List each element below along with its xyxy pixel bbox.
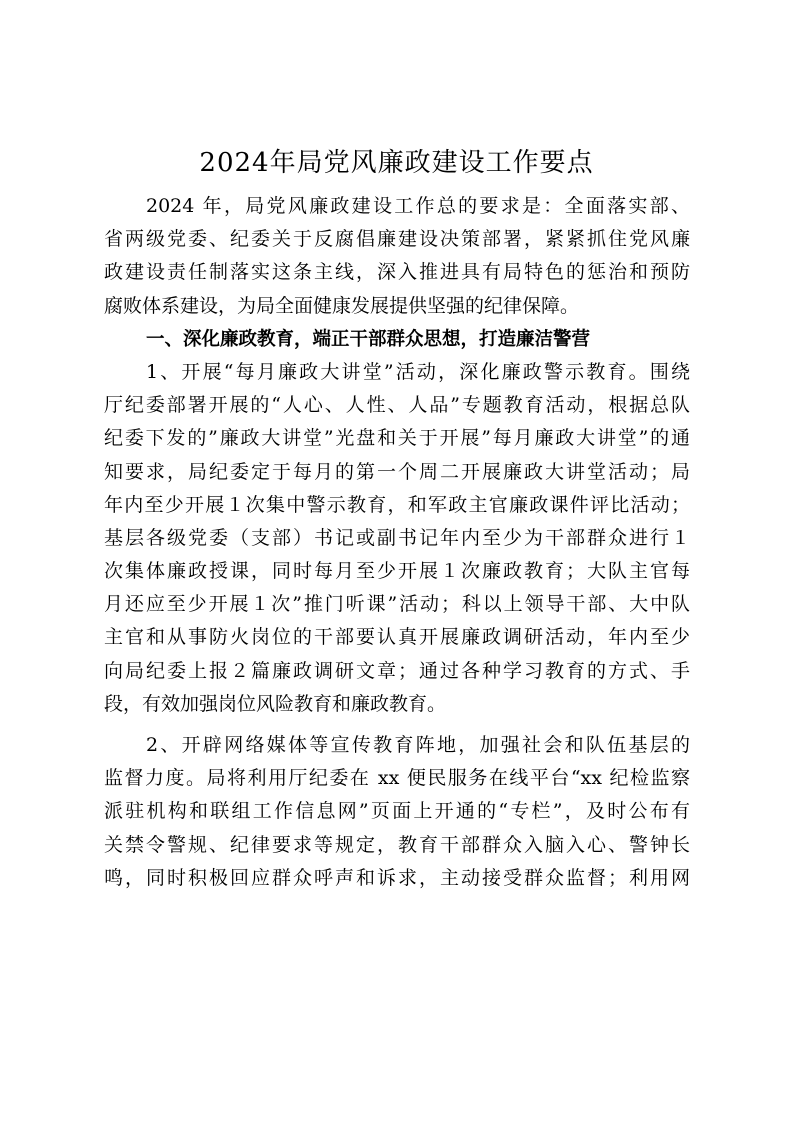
- item2-line: 监督力度。局将利用厅纪委在 xx 便民服务在线平台“xx 纪检监察: [104, 767, 690, 790]
- item2-line: 鸣，同时积极回应群众呼声和诉求，主动接受群众监督；利用网: [104, 866, 690, 889]
- item1-line: 年内至少开展１次集中警示教育，和军政主官廉政课件评比活动；: [104, 493, 690, 516]
- item1-line: 知要求，局纪委定于每月的第一个周二开展廉政大讲堂活动；局: [104, 460, 690, 483]
- section-heading-text: 一、深化廉政教育，端正干部群众思想，打造廉洁警营: [146, 328, 591, 350]
- intro-line: 省两级党委、纪委关于反腐倡廉建设决策部署，紧紧抓住党风廉: [104, 228, 690, 251]
- section-1-heading: [104, 323, 690, 356]
- intro-line: 腐败体系建设，为局全面健康发展提供坚强的纪律保障。: [104, 294, 580, 317]
- document-title: 2024年局党风廉政建设工作要点: [199, 148, 594, 178]
- intro-paragraph: [104, 190, 690, 323]
- item1-line: 月还应至少开展１次”推门听课”活动；科以上领导干部、大中队: [104, 593, 690, 616]
- item2-line: 关禁令警规、纪律要求等规定，教育干部群众入脑入心、警钟长: [104, 833, 690, 856]
- item-1-paragraph: [104, 356, 690, 721]
- item1-line: 纪委下发的”廉政大讲堂”光盘和关于开展”每月廉政大讲堂”的通: [104, 427, 690, 450]
- item1-line: 向局纪委上报２篇廉政调研文章；通过各种学习教育的方式、手: [104, 659, 690, 682]
- item2-line: 2、开辟网络媒体等宣传教育阵地，加强社会和队伍基层的: [146, 734, 690, 756]
- item1-line: 主官和从事防火岗位的干部要认真开展廉政调研活动，年内至少: [104, 626, 690, 649]
- document-body: [104, 190, 690, 895]
- intro-line: 政建设责任制落实这条主线，深入推进具有局特色的惩治和预防: [104, 261, 690, 284]
- item1-line: 厅纪委部署开展的“人心、人性、人品”专题教育活动，根据总队: [104, 394, 690, 417]
- item1-line: 1、开展“每月廉政大讲堂”活动，深化廉政警示教育。围绕: [146, 360, 690, 383]
- intro-line: 2024 年，局党风廉政建设工作总的要求是：全面落实部、: [146, 195, 690, 217]
- paragraph-gap: [104, 721, 690, 729]
- item1-line: 次集体廉政授课，同时每月至少开展１次廉政教育；大队主官每: [104, 560, 690, 583]
- item2-line: 派驻机构和联组工作信息网”页面上开通的“专栏”，及时公布有: [104, 800, 690, 823]
- item1-line: 基层各级党委（支部）书记或副书记年内至少为干部群众进行１: [104, 526, 690, 549]
- item1-line: 段，有效加强岗位风险教育和廉政教育。: [104, 692, 447, 715]
- item-2-paragraph: [104, 729, 690, 895]
